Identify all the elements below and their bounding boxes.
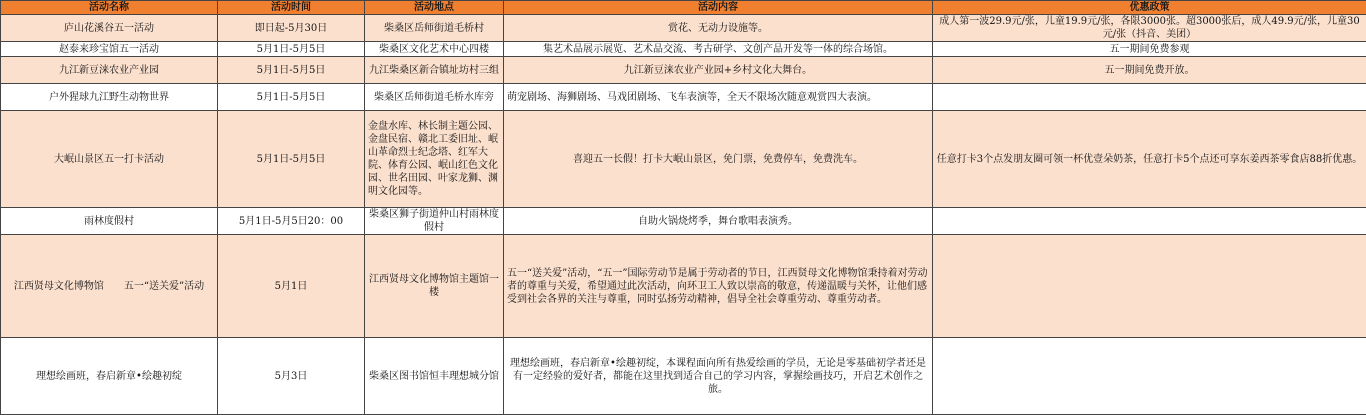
cell-name: 江西贤母文化博物馆 五一“送关爱”活动 (1, 235, 218, 338)
table-row (1, 111, 1366, 208)
cell-policy (933, 235, 1366, 338)
cell-content: 自助火锅烧烤季，舞台歌唱表演秀。 (504, 208, 933, 235)
cell-name: 九江新豆涞农业产业园 (1, 57, 218, 84)
cell-location: 江西贤母文化博物馆主题馆一楼 (365, 235, 504, 338)
table-row (1, 235, 1366, 338)
cell-location: 柴桑区图书馆恒丰理想城分馆 (365, 338, 504, 415)
cell-location: 柴桑区岳师街道毛桥水库旁 (365, 84, 504, 111)
cell-time: 5月1日-5月5日 (218, 111, 365, 208)
cell-policy (933, 338, 1366, 415)
cell-content: 萌宠剧场、海狮剧场、马戏团剧场、飞车表演等，全天不限场次随意观赏四大表演。 (504, 84, 933, 111)
cell-name: 庐山花溪谷五一活动 (1, 15, 218, 42)
cell-name: 大岷山景区五一打卡活动 (1, 111, 218, 208)
table-row (1, 338, 1366, 415)
cell-name: 雨林度假村 (1, 208, 218, 235)
cell-location: 柴桑区文化艺术中心四楼 (365, 42, 504, 57)
cell-policy (933, 84, 1366, 111)
cell-policy: 五一期间免费参观 (933, 42, 1366, 57)
cell-policy (933, 208, 1366, 235)
cell-time: 即日起-5月30日 (218, 15, 365, 42)
cell-time: 5月1日-5月5日 (218, 57, 365, 84)
cell-content: 五一“送关爱”活动，“五一”国际劳动节是属于劳动者的节日，江西贤母文化博物馆秉持着对劳动者的尊重与关爱，希望通过此次活动，向环卫工人致以崇高的敬意，传递温暖与关怀，让他们感受到社会各界的关注与尊重，同时弘扬劳动精神，倡导全社会尊重劳动、尊重劳动者。 (504, 235, 933, 338)
header-name: 活动名称 (1, 1, 218, 15)
table-row (1, 208, 1366, 235)
cell-content: 赏花、无动力设施等。 (504, 15, 933, 42)
cell-policy: 成人第一波29.9元/张，儿童19.9元/张，各限3000张。超3000张后，成人49.9元/张，儿童30元/张（抖音、美团） (933, 15, 1366, 42)
cell-time: 5月1日-5月5日20：00 (218, 208, 365, 235)
cell-time: 5月1日-5月5日 (218, 42, 365, 57)
cell-content: 集艺术品展示展览、艺术品交流、考古研学、文创产品开发等一体的综合场馆。 (504, 42, 933, 57)
header-row (1, 1, 1366, 15)
table-row (1, 57, 1366, 84)
header-time: 活动时间 (218, 1, 365, 15)
cell-content: 九江新豆涞农业产业园+乡村文化大舞台。 (504, 57, 933, 84)
cell-time: 5月1日 (218, 235, 365, 338)
cell-location: 柴桑区岳师街道毛桥村 (365, 15, 504, 42)
cell-time: 5月1日-5月5日 (218, 84, 365, 111)
table-row (1, 42, 1366, 57)
cell-time: 5月3日 (218, 338, 365, 415)
header-content: 活动内容 (504, 1, 933, 15)
cell-name: 户外猩球九江野生动物世界 (1, 84, 218, 111)
cell-content: 理想绘画班，春启新章•绘趣初绽，本课程面向所有热爱绘画的学员，无论是零基础初学者还是有一定经验的爱好者，都能在这里找到适合自己的学习内容，掌握绘画技巧，开启艺术创作之旅。 (504, 338, 933, 415)
table-row (1, 15, 1366, 42)
header-policy: 优惠政策 (933, 1, 1366, 15)
cell-content: 喜迎五一长假！打卡大岷山景区，免门票，免费停车，免费洗车。 (504, 111, 933, 208)
table-row (1, 84, 1366, 111)
cell-name: 理想绘画班，春启新章•绘趣初绽 (1, 338, 218, 415)
header-location: 活动地点 (365, 1, 504, 15)
cell-location: 金盘水库、林长制主题公园、金盘民宿、赣北工委旧址、岷山革命烈士纪念塔、红军大院、体育公园、岷山红色文化园、世名田园、叶家龙狮、渊明文化园等。 (365, 111, 504, 208)
cell-policy: 五一期间免费开放。 (933, 57, 1366, 84)
cell-policy: 任意打卡3个点发朋友圈可领一杯优壹朵奶茶，任意打卡5个点还可享东姜西茶零食店88折优惠。 (933, 111, 1366, 208)
cell-location: 柴桑区狮子街道仲山村雨林度假村 (365, 208, 504, 235)
cell-location: 九江柴桑区新合镇址坊村三组 (365, 57, 504, 84)
cell-name: 赵泰来珍宝馆五一活动 (1, 42, 218, 57)
